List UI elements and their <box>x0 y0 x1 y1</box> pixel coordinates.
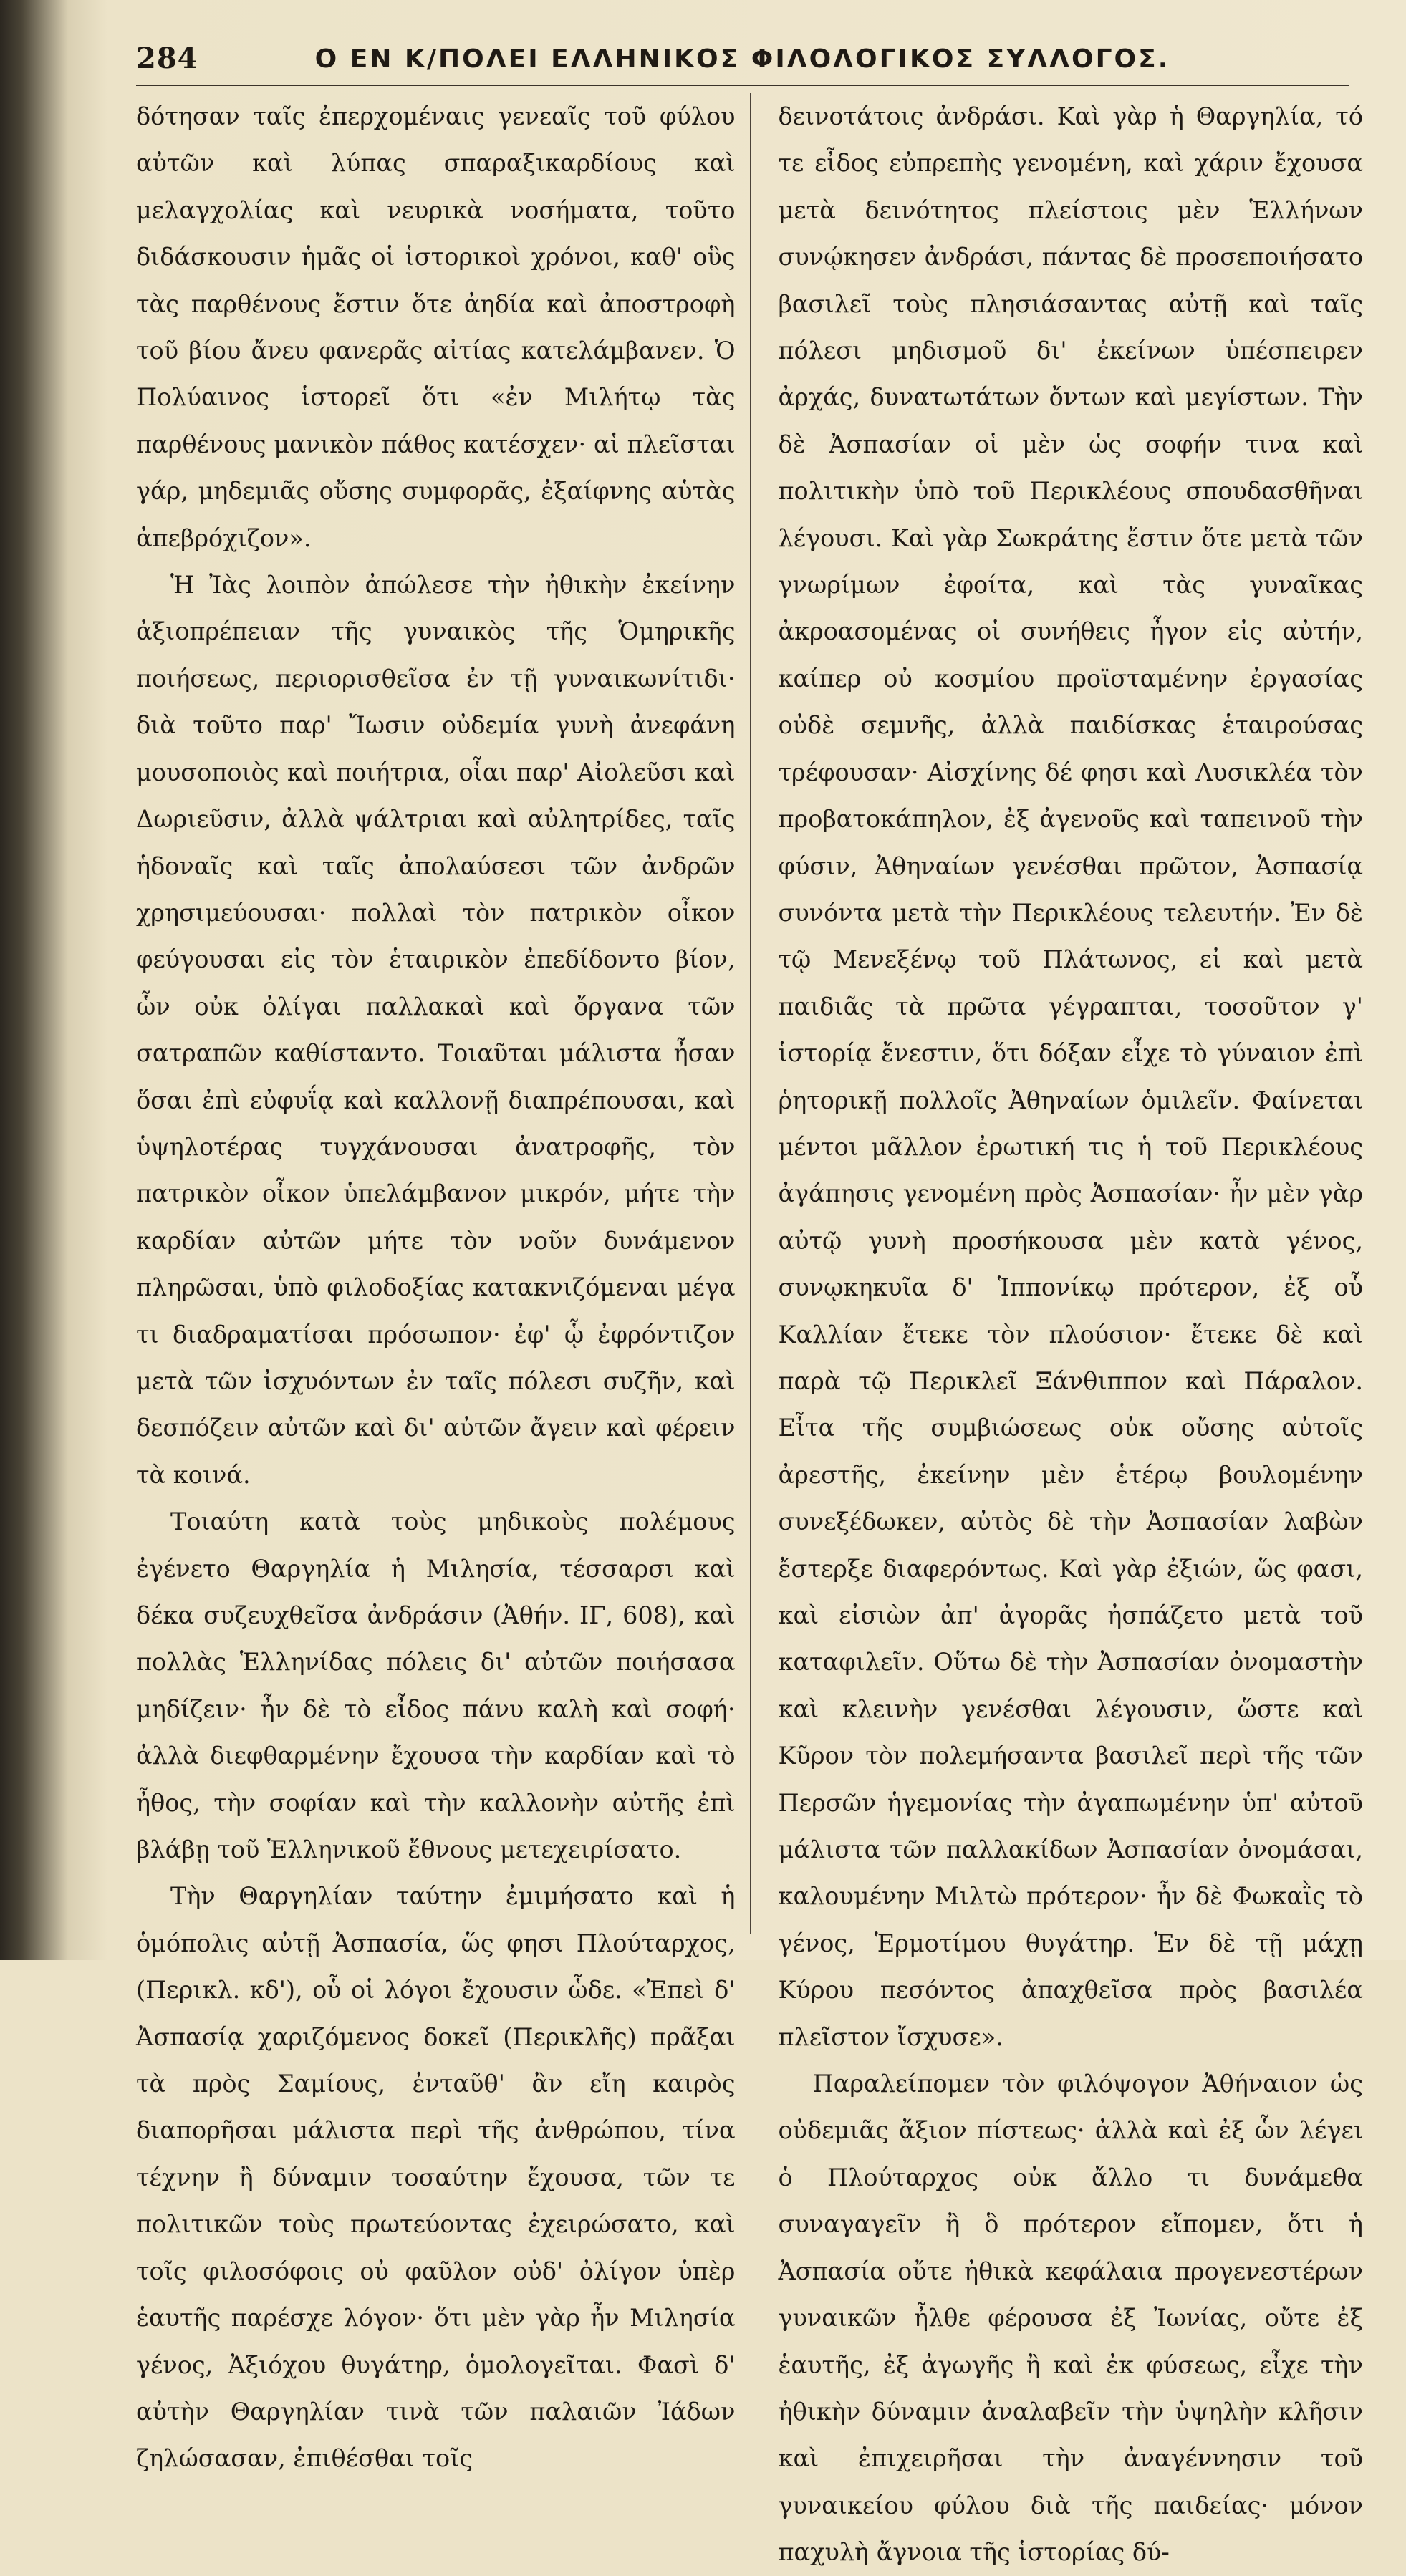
page-number: 284 <box>136 42 198 75</box>
page-header <box>136 34 1349 86</box>
running-title: Ο ΕΝ Κ/ΠΟΛΕΙ ΕΛΛΗΝΙΚΟΣ ΦΙΛΟΛΟΓΙΚΟΣ ΣΥΛΛΟΓΟΣ. <box>314 44 1170 74</box>
left-column <box>136 93 750 2473</box>
left-paragraph-4: Τὴν Θαργηλίαν ταύτην ἐμιμήσατο καὶ ἡ ὁμόπολις αὐτῇ Ἀσπασία, ὥς φησι Πλούταρχος, (Περικλ. κδ'), οὗ οἱ λόγοι ἔχουσιν ὧδε. «Ἐπεὶ δ' Ἀσπασίᾳ χαριζόμενος δοκεῖ (Περικλῆς) πρᾶξαι τὰ πρὸς Σαμίους, ἐνταῦθ' ἂν εἴη καιρὸς διαπορῆσαι μάλιστα περὶ τῆς ἀνθρώπου, τίνα τέχνην ἢ δύναμιν τοσαύτην ἔχουσα, τῶν τε πολιτικῶν τοὺς πρωτεύοντας ἐχειρώσατο, καὶ τοῖς φιλοσόφοις οὐ φαῦλον οὐδ' ὀλίγον ὑπὲρ ἑαυτῆς παρέσχε λόγον· ὅτι μὲν γὰρ ἦν Μιλησία γένος, Ἀξιόχου θυγάτηρ, ὁμολογεῖται. Φασὶ δ' αὐτὴν Θαργηλίαν τινὰ τῶν παλαιῶν Ἰάδων ζηλώσασαν, ἐπιθέσθαι τοῖς <box>136 1882 736 2473</box>
left-paragraph-1: δότησαν ταῖς ἐπερχομέναις γενεαῖς τοῦ φύλου αὐτῶν καὶ λύπας σπαραξικαρδίους καὶ μελαγχολίας καὶ νευρικὰ νοσήματα, τοῦτο διδάσκουσιν ἡμᾶς οἱ ἱστορικοὶ χρόνοι, καθ' οὓς τὰς παρθένους ἔστιν ὅτε ἀηδία καὶ ἀποστροφὴ τοῦ βίου ἄνευ φανερᾶς αἰτίας κατελάμβανεν. Ὁ Πολύαινος ἱστορεῖ ὅτι «ἐν Μιλήτῳ τὰς παρθένους μανικὸν πάθος κατέσχεν· αἱ πλεῖσται γάρ, μηδεμιᾶς οὔσης συμφορᾶς, ἐξαίφνης αὑτὰς ἀπεβρόχιζον». <box>136 102 736 552</box>
right-paragraph-2: Παραλείπομεν τὸν φιλόψογον Ἀθήναιον ὡς οὐδεμιᾶς ἄξιον πίστεως· ἀλλὰ καὶ ἐξ ὧν λέγει ὁ Πλούταρχος οὐκ ἄλλο τι δυνάμεθα συναγαγεῖν ἢ ὃ πρότερον εἴπομεν, ὅτι ἡ Ἀσπασία οὔτε ἠθικὰ κεφάλαια προγενεστέρων γυναικῶν ἦλθε φέρουσα ἐξ Ἰωνίας, οὔτε ἐξ ἑαυτῆς, ἐξ ἀγωγῆς ἢ καὶ ἐκ φύσεως, εἶχε τὴν ἠθικὴν δύναμιν ἀναλαβεῖν τὴν ὑψηλὴν κλῆσιν καὶ ἐπιχειρῆσαι τὴν ἀναγέννησιν τοῦ γυναικείου φύλου διὰ τῆς παιδείας· μόνον παχυλὴ ἄγνοια τῆς ἱστορίας δύ- <box>778 2070 1363 2567</box>
right-paragraph-1: δεινοτάτοις ἀνδράσι. Καὶ γὰρ ἡ Θαργηλία, τό τε εἶδος εὐπρεπὴς γενομένη, καὶ χάριν ἔχουσα μετὰ δεινότητος πλείστοις μὲν Ἑλλήνων συνῴκησεν ἀνδράσι, πάντας δὲ προσεποιήσατο βασιλεῖ τοὺς πλησιάσαντας αὐτῇ καὶ ταῖς πόλεσι μηδισμοῦ δι' ἐκείνων ὑπέσπειρεν ἀρχάς, δυνατωτάτων ὄντων καὶ μεγίστων. Τὴν δὲ Ἀσπασίαν οἱ μὲν ὡς σοφήν τινα καὶ πολιτικὴν ὑπὸ τοῦ Περικλέους σπουδασθῆναι λέγουσι. Καὶ γὰρ Σωκράτης ἔστιν ὅτε μετὰ τῶν γνωρίμων ἐφοίτα, καὶ τὰς γυναῖκας ἀκροασομένας οἱ συνήθεις ἦγον εἰς αὐτήν, καίπερ οὐ κοσμίου προϊσταμένην ἐργασίας οὐδὲ σεμνῆς, ἀλλὰ παιδίσκας ἑταιρούσας τρέφουσαν· Αἰσχίνης δέ φησι καὶ Λυσικλέα τὸν προβατοκάπηλον, ἐξ ἀγενοῦς καὶ ταπεινοῦ τὴν φύσιν, Ἀθηναίων γενέσθαι πρῶτον, Ἀσπασίᾳ συνόντα μετὰ τὴν Περικλέους τελευτήν. Ἐν δὲ τῷ Μενεξένῳ τοῦ Πλάτωνος, εἰ καὶ μετὰ παιδιᾶς τὰ πρῶτα γέγραπται, τοσοῦτον γ' ἱστορίᾳ ἔνεστιν, ὅτι δόξαν εἶχε τὸ γύναιον ἐπὶ ῥητορικῇ πολλοῖς Ἀθηναίων ὁμιλεῖν. Φαίνεται μέντοι μᾶλλον ἐρωτική τις ἡ τοῦ Περικλέους ἀγάπησις γενομένη πρὸς Ἀσπασίαν· ἦν μὲν γὰρ αὐτῷ γυνὴ προσήκουσα μὲν κατὰ γένος, συνῳκηκυῖα δ' Ἱππονίκῳ πρότερον, ἐξ οὗ Καλλίαν ἔτεκε τὸν πλούσιον· ἔτεκε δὲ καὶ παρὰ τῷ Περικλεῖ Ξάνθιππον καὶ Πάραλον. Εἶτα τῆς συμβιώσεως οὐκ οὔσης αὐτοῖς ἀρεστῆς, ἐκείνην μὲν ἑτέρῳ βουλομένην συνεξέδωκεν, αὐτὸς δὲ τὴν Ἀσπασίαν λαβὼν ἔστερξε διαφερόντως. Καὶ γὰρ ἐξιών, ὥς φασι, καὶ εἰσιὼν ἀπ' ἀγορᾶς ἠσπάζετο μετὰ τοῦ καταφιλεῖν. Οὕτω δὲ τὴν Ἀσπασίαν ὀνομαστὴν καὶ κλεινὴν γενέσθαι λέγουσιν, ὥστε καὶ Κῦρον τὸν πολεμήσαντα βασιλεῖ περὶ τῆς τῶν Περσῶν ἡγεμονίας τὴν ἀγαπωμένην ὑπ' αὐτοῦ μάλιστα τῶν παλλακίδων Ἀσπασίαν ὀνομάσαι, καλουμένην Μιλτὼ πρότερον· ἦν δὲ Φωκαῒς τὸ γένος, Ἑρμοτίμου θυγάτηρ. Ἐν δὲ τῇ μάχῃ Κύρου πεσόντος ἀπαχθεῖσα πρὸς βασιλέα πλεῖστον ἴσχυσε». <box>778 102 1363 2051</box>
left-paragraph-2: Ἡ Ἰὰς λοιπὸν ἀπώλεσε τὴν ἠθικὴν ἐκείνην ἀξιοπρέπειαν τῆς γυναικὸς τῆς Ὁμηρικῆς ποιήσεως, περιορισθεῖσα ἐν τῇ γυναικωνίτιδι· διὰ τοῦτο παρ' Ἴωσιν οὐδεμία γυνὴ ἀνεφάνη μουσοποιὸς καὶ ποιήτρια, οἷαι παρ' Αἰολεῦσι καὶ Δωριεῦσιν, ἀλλὰ ψάλτριαι καὶ αὐλητρίδες, ταῖς ἡδοναῖς καὶ ταῖς ἀπολαύσεσι τῶν ἀνδρῶν χρησιμεύουσαι· πολλαὶ τὸν πατρικὸν οἶκον φεύγουσαι εἰς τὸν ἑταιρικὸν ἐπεδίδοντο βίον, ὧν οὐκ ὀλίγαι παλλακαὶ καὶ ὄργανα τῶν σατραπῶν καθίσταντο. Τοιαῦται μάλιστα ἦσαν ὅσαι ἐπὶ εὐφυΐᾳ καὶ καλλονῇ διαπρέπουσαι, καὶ ὑψηλοτέρας τυγχάνουσαι ἀνατροφῆς, τὸν πατρικὸν οἶκον ὑπελάμβανον μικρόν, μήτε τὴν καρδίαν αὐτῶν μήτε τὸν νοῦν δυνάμενον πληρῶσαι, ὑπὸ φιλοδοξίας κατακνιζόμεναι μέγα τι διαδραματίσαι πρόσωπον· ἐφ' ᾧ ἐφρόντιζον μετὰ τῶν ἰσχυόντων ἐν ταῖς πόλεσι συζῆν, καὶ δεσπόζειν αὐτῶν καὶ δι' αὐτῶν ἄγειν καὶ φέρειν τὰ κοινά. <box>136 571 736 1489</box>
left-paragraph-3: Τοιαύτη κατὰ τοὺς μηδικοὺς πολέμους ἐγένετο Θαργηλία ἡ Μιλησία, τέσσαρσι καὶ δέκα συζευχθεῖσα ἀνδράσιν (Ἀθήν. ΙΓ, 608), καὶ πολλὰς Ἑλληνίδας πόλεις δι' αὐτῶν ποιήσασα μηδίζειν· ἦν δὲ τὸ εἶδος πάνυ καλὴ καὶ σοφή· ἀλλὰ διεφθαρμένην ἔχουσα τὴν καρδίαν καὶ τὸ ἦθος, τὴν σοφίαν καὶ τὴν καλλονὴν αὐτῆς ἐπὶ βλάβῃ τοῦ Ἑλληνικοῦ ἔθνους μετεχειρίσατο. <box>136 1508 736 1864</box>
right-column <box>750 93 1364 2567</box>
text-columns <box>136 93 1363 2567</box>
